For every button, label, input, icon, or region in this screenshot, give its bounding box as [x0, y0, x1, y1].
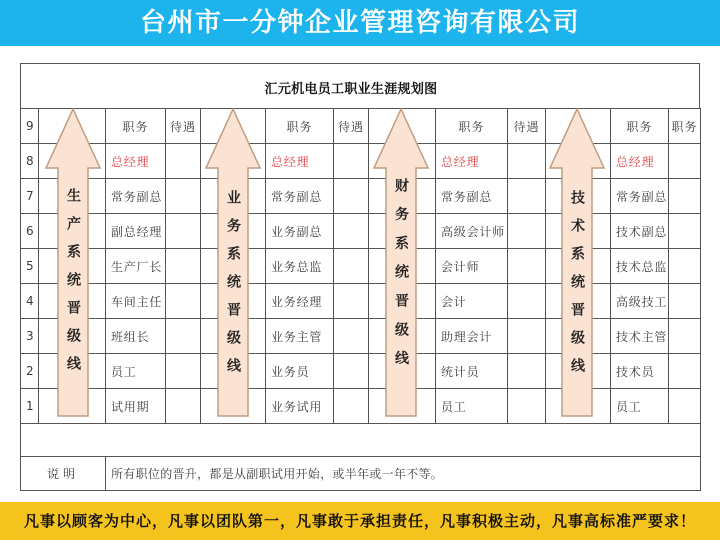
position-cell: 高级会计师: [436, 214, 508, 249]
position-cell: 副总经理: [106, 214, 166, 249]
column-header-position-extra: 职务: [669, 109, 701, 144]
pay-cell: [508, 389, 546, 424]
pay-cell: [334, 354, 369, 389]
pay-cell: [508, 284, 546, 319]
position-cell: 技术总监: [611, 249, 669, 284]
level-number: 9: [21, 109, 39, 144]
column-header-position: 职务: [106, 109, 166, 144]
position-cell: 常务副总: [266, 179, 334, 214]
position-cell: 员工: [611, 389, 669, 424]
pay-cell: [508, 319, 546, 354]
note-text: 所有职位的晋升，都是从副职试用开始，或半年或一年不等。: [106, 457, 701, 491]
extra-cell: [669, 319, 701, 354]
position-cell: 常务副总: [436, 179, 508, 214]
position-cell: 技术副总: [611, 214, 669, 249]
pay-cell: [508, 179, 546, 214]
pay-cell: [334, 144, 369, 179]
pay-cell: [334, 214, 369, 249]
position-cell: 总经理: [436, 144, 508, 179]
position-cell: 试用期: [106, 389, 166, 424]
position-cell: 会计师: [436, 249, 508, 284]
position-cell: 业务试用: [266, 389, 334, 424]
slide-title: 台州市一分钟企业管理咨询有限公司: [139, 8, 580, 38]
pay-cell: [166, 389, 201, 424]
pay-cell: [508, 144, 546, 179]
blank-cell: [21, 424, 701, 457]
position-cell: 技术员: [611, 354, 669, 389]
position-cell: 业务副总: [266, 214, 334, 249]
position-cell: 业务总监: [266, 249, 334, 284]
pay-cell: [508, 354, 546, 389]
pay-cell: [508, 249, 546, 284]
position-cell: 业务经理: [266, 284, 334, 319]
level-number: 7: [21, 179, 39, 214]
column-header-position: 职务: [611, 109, 669, 144]
column-header-position: 职务: [266, 109, 334, 144]
extra-cell: [669, 389, 701, 424]
level-number: 3: [21, 319, 39, 354]
level-number: 4: [21, 284, 39, 319]
extra-cell: [669, 284, 701, 319]
extra-cell: [669, 179, 701, 214]
level-number: 1: [21, 389, 39, 424]
title-banner: [0, 0, 720, 46]
pay-cell: [166, 354, 201, 389]
position-cell: 业务员: [266, 354, 334, 389]
ladder-label-finance: 财务系统晋级线: [393, 178, 409, 380]
position-cell: 员工: [436, 389, 508, 424]
pay-cell: [334, 284, 369, 319]
pay-cell: [166, 144, 201, 179]
position-cell: 总经理: [266, 144, 334, 179]
ladder-label-technical: 技术系统晋级线: [569, 190, 585, 386]
pay-cell: [334, 179, 369, 214]
position-cell: 车间主任: [106, 284, 166, 319]
pay-cell: [166, 179, 201, 214]
column-header-pay: 待遇: [334, 109, 369, 144]
ladder-label-business: 业务系统晋级线: [225, 190, 241, 386]
level-number: 8: [21, 144, 39, 179]
extra-cell: [669, 144, 701, 179]
position-cell: 总经理: [106, 144, 166, 179]
position-cell: 统计员: [436, 354, 508, 389]
position-cell: 班组长: [106, 319, 166, 354]
position-cell: 会计: [436, 284, 508, 319]
level-number: 2: [21, 354, 39, 389]
column-header-position: 职务: [436, 109, 508, 144]
pay-cell: [166, 284, 201, 319]
pay-cell: [334, 249, 369, 284]
pay-cell: [166, 214, 201, 249]
pay-cell: [334, 319, 369, 354]
pay-cell: [508, 214, 546, 249]
position-cell: 常务副总: [106, 179, 166, 214]
position-cell: 业务主管: [266, 319, 334, 354]
extra-cell: [669, 249, 701, 284]
position-cell: 生产厂长: [106, 249, 166, 284]
extra-cell: [669, 214, 701, 249]
sheet-title: 汇元机电员工职业生涯规划图: [264, 82, 438, 97]
position-cell: 助理会计: [436, 319, 508, 354]
level-number: 5: [21, 249, 39, 284]
position-cell: 常务副总: [611, 179, 669, 214]
ladder-label-production: 生产系统晋级线: [65, 188, 81, 384]
extra-cell: [669, 354, 701, 389]
pay-cell: [166, 249, 201, 284]
note-row: [21, 457, 701, 491]
pay-cell: [166, 319, 201, 354]
column-header-pay: 待遇: [508, 109, 546, 144]
note-label: 说明: [21, 457, 106, 491]
slogan-text: 凡事以顾客为中心，凡事以团队第一，凡事敢于承担责任，凡事积极主动，凡事高标准严要求！: [23, 512, 696, 530]
slogan-banner: [0, 502, 720, 540]
sheet-title-row: [20, 63, 700, 108]
blank-row: [21, 424, 701, 457]
position-cell: 总经理: [611, 144, 669, 179]
column-header-pay: 待遇: [166, 109, 201, 144]
pay-cell: [334, 389, 369, 424]
level-number: 6: [21, 214, 39, 249]
position-cell: 高级技工: [611, 284, 669, 319]
position-cell: 员工: [106, 354, 166, 389]
position-cell: 技术主管: [611, 319, 669, 354]
